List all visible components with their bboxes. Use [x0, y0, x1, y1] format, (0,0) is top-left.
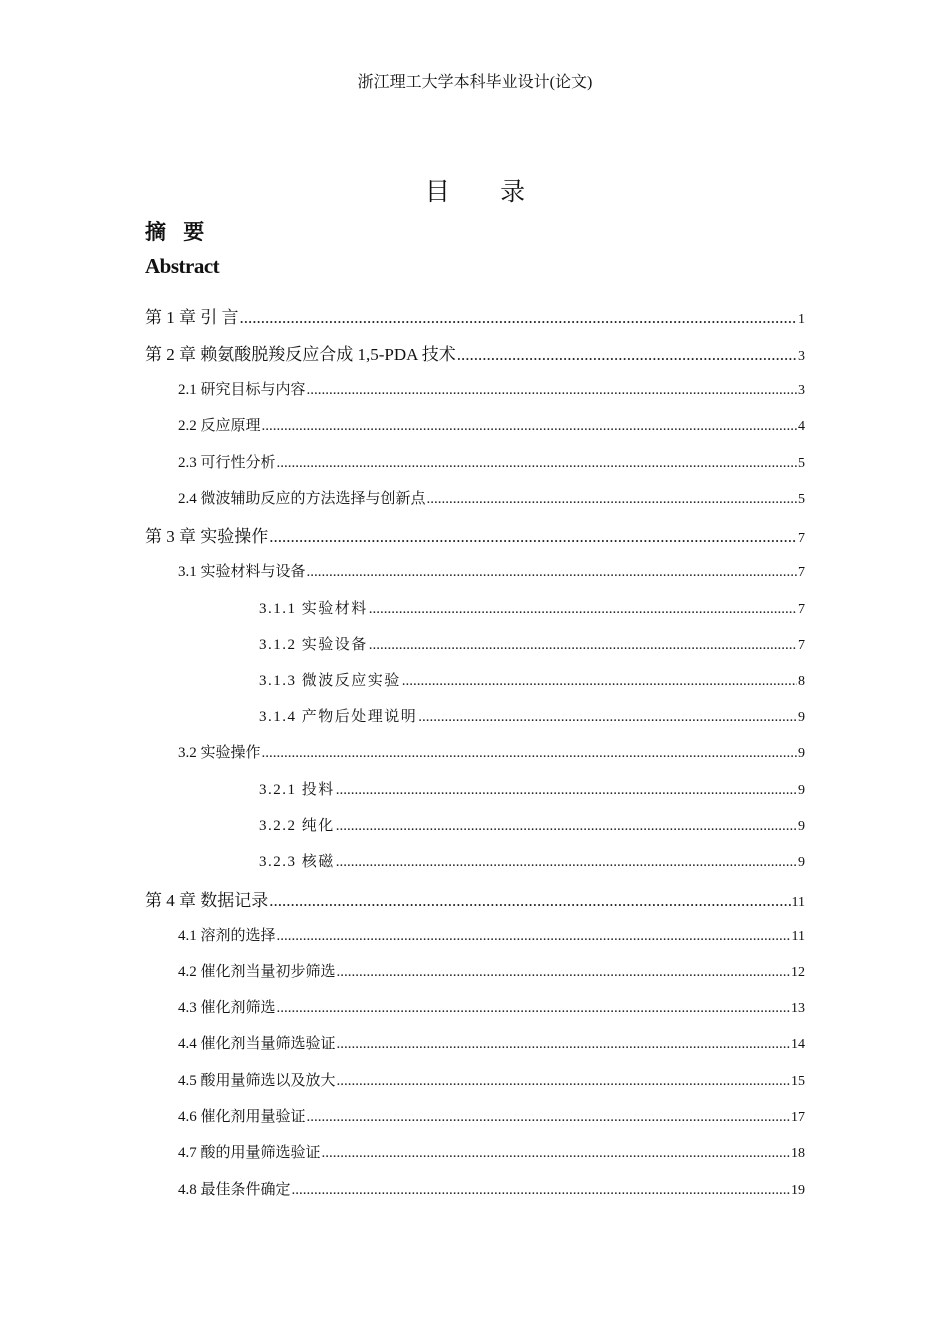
toc-entry-section-4-6[interactable] [178, 1105, 805, 1126]
toc-entry-title: 第 2 章 赖氨酸脱羧反应合成 1,5-PDA 技术 [145, 345, 456, 364]
toc-entry-title: 3.1.4 产物后处理说明 [259, 709, 418, 725]
toc-entry-section-2-1[interactable] [178, 378, 805, 399]
toc-entry-page: 11 [791, 929, 805, 944]
toc-entry-page: 3 [798, 383, 805, 398]
toc-entry-page: 7 [798, 602, 805, 617]
toc-entry-page: 5 [798, 456, 805, 471]
toc-entry-page: 18 [791, 1146, 805, 1161]
toc-entry-title: 第 4 章 数据记录 [145, 891, 269, 910]
toc-entry-title: 3.1.2 实验设备 [259, 637, 368, 653]
toc-leader-dots [369, 637, 797, 654]
toc-leader-dots [277, 928, 791, 945]
toc-leader-dots [369, 601, 797, 618]
toc-entry-title: 3.2.1 投料 [259, 782, 335, 798]
toc-entry-section-3-2[interactable] [178, 741, 805, 762]
toc-leader-dots [307, 382, 797, 399]
toc-entry-page: 9 [798, 855, 805, 870]
toc-entry-page: 7 [798, 565, 805, 580]
toc-entry-section-3-1-2[interactable] [259, 633, 805, 654]
toc-entry-section-3-1-1[interactable] [259, 597, 805, 618]
toc-leader-dots [322, 1145, 790, 1162]
toc-leader-dots [337, 1036, 790, 1053]
toc-entry-page: 19 [791, 1183, 805, 1198]
toc-entry-chapter-2[interactable] [145, 340, 805, 365]
toc-entry-section-3-2-3[interactable] [259, 850, 805, 871]
toc-entry-section-4-2[interactable] [178, 960, 805, 981]
toc-entry-title: 3.1.3 微波反应实验 [259, 673, 401, 689]
toc-entry-page: 13 [791, 1001, 805, 1016]
toc-entry-title: 4.8 最佳条件确定 [178, 1182, 291, 1198]
toc-title: 目 录 [424, 179, 548, 206]
toc-entry-section-4-3[interactable] [178, 996, 805, 1017]
toc-leader-dots [336, 782, 797, 799]
toc-entry-chapter-1[interactable] [145, 303, 805, 328]
toc-entry-page: 1 [798, 312, 805, 327]
toc-entry-page: 11 [791, 895, 805, 910]
toc-entry-title: 3.2.2 纯化 [259, 818, 335, 834]
toc-entry-page: 17 [791, 1110, 805, 1125]
toc-entry-section-4-7[interactable] [178, 1141, 805, 1162]
toc-entry-page: 12 [791, 965, 805, 980]
toc-front-abstract-cn[interactable]: 摘 要 [145, 220, 211, 244]
toc-front-abstract-en[interactable]: Abstract [145, 254, 220, 278]
toc-entry-title: 4.3 催化剂筛选 [178, 1000, 276, 1016]
toc-leader-dots [418, 709, 797, 726]
toc-leader-dots [262, 745, 797, 762]
toc-leader-dots [337, 1073, 790, 1090]
toc-entry-section-3-1-4[interactable] [259, 705, 805, 726]
toc-entry-title: 第 1 章 引 言 [145, 308, 239, 327]
toc-leader-dots [336, 854, 797, 871]
toc-entry-page: 9 [798, 746, 805, 761]
toc-entry-section-3-1[interactable] [178, 560, 805, 581]
toc-entry-title: 4.1 溶剂的选择 [178, 928, 276, 944]
toc-leader-dots [427, 491, 797, 508]
page-header: 浙江理工大学本科毕业设计(论文) [357, 74, 593, 91]
toc-entry-title: 3.2 实验操作 [178, 745, 261, 761]
toc-leader-dots [240, 308, 798, 328]
toc-entry-section-3-2-2[interactable] [259, 814, 805, 835]
toc-entry-chapter-4[interactable] [145, 886, 805, 911]
toc-leader-dots [292, 1182, 790, 1199]
toc-leader-dots [307, 1109, 790, 1126]
toc-entry-title: 第 3 章 实验操作 [145, 527, 269, 546]
toc-leader-dots [277, 1000, 790, 1017]
toc-entry-page: 9 [798, 783, 805, 798]
toc-entry-chapter-3[interactable] [145, 522, 805, 547]
toc-entry-page: 4 [798, 419, 805, 434]
toc-entry-section-3-1-3[interactable] [259, 669, 805, 690]
toc-entry-title: 3.1.1 实验材料 [259, 601, 368, 617]
toc-entry-page: 5 [798, 492, 805, 507]
toc-entry-title: 4.2 催化剂当量初步筛选 [178, 964, 336, 980]
toc-entry-page: 7 [798, 638, 805, 653]
toc-leader-dots [457, 345, 797, 365]
toc-leader-dots [269, 527, 797, 547]
toc-entry-title: 4.7 酸的用量筛选验证 [178, 1145, 321, 1161]
toc-leader-dots [262, 418, 797, 435]
toc-leader-dots [269, 891, 790, 911]
toc-entry-title: 2.4 微波辅助反应的方法选择与创新点 [178, 491, 426, 507]
toc-leader-dots [337, 964, 790, 981]
toc-leader-dots [336, 818, 797, 835]
toc-leader-dots [402, 673, 797, 690]
toc-leader-dots [277, 455, 797, 472]
toc-entry-title: 4.5 酸用量筛选以及放大 [178, 1073, 336, 1089]
toc-entry-page: 8 [798, 674, 805, 689]
toc-entry-section-2-2[interactable] [178, 414, 805, 435]
toc-entry-page: 15 [791, 1074, 805, 1089]
toc-entry-section-4-8[interactable] [178, 1178, 805, 1199]
toc-entry-section-4-4[interactable] [178, 1032, 805, 1053]
toc-leader-dots [307, 564, 797, 581]
toc-entry-section-4-5[interactable] [178, 1069, 805, 1090]
toc-entry-section-3-2-1[interactable] [259, 778, 805, 799]
toc-entry-section-2-3[interactable] [178, 451, 805, 472]
toc-entry-title: 3.1 实验材料与设备 [178, 564, 306, 580]
toc-entry-title: 2.2 反应原理 [178, 418, 261, 434]
toc-entry-title: 2.3 可行性分析 [178, 455, 276, 471]
toc-entry-title: 4.6 催化剂用量验证 [178, 1109, 306, 1125]
toc-entry-title: 2.1 研究目标与内容 [178, 382, 306, 398]
toc-entry-page: 14 [791, 1037, 805, 1052]
toc-entry-page: 9 [798, 710, 805, 725]
toc-entry-title: 4.4 催化剂当量筛选验证 [178, 1036, 336, 1052]
toc-entry-page: 3 [798, 349, 805, 364]
toc-entry-page: 9 [798, 819, 805, 834]
toc-entry-section-4-1[interactable] [178, 924, 805, 945]
toc-entry-section-2-4[interactable] [178, 487, 805, 508]
toc-entry-page: 7 [798, 531, 805, 546]
toc-entry-title: 3.2.3 核磁 [259, 854, 335, 870]
